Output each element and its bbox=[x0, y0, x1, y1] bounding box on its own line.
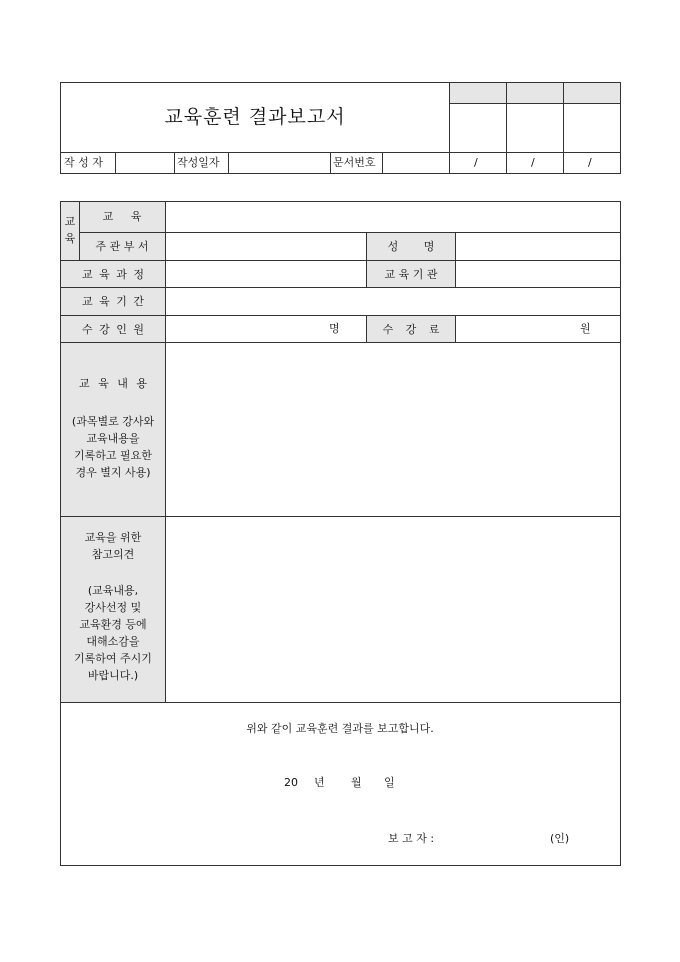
edu-field[interactable] bbox=[170, 205, 616, 229]
content-note-3: 기록하고 필요한 bbox=[74, 449, 152, 462]
opinion-note-2: 강사선정 및 bbox=[84, 601, 142, 614]
opinion-note-4: 대해소감을 bbox=[86, 635, 140, 648]
name-label: 성 명 bbox=[387, 240, 435, 253]
approval-date-1: / bbox=[474, 156, 478, 169]
attendees-field[interactable] bbox=[170, 319, 320, 340]
edu-group-label: 교육 bbox=[64, 215, 76, 245]
content-note-4: 경우 별지 사용) bbox=[75, 466, 151, 479]
docno-label: 문서번호 bbox=[333, 156, 376, 169]
reporter-label: 보 고 자 : bbox=[388, 832, 435, 845]
approval-date-2: / bbox=[531, 156, 535, 169]
month-unit: 월 bbox=[351, 776, 362, 789]
report-statement: 위와 같이 교육훈련 결과를 보고합니다. bbox=[246, 722, 434, 735]
author-field[interactable] bbox=[117, 156, 173, 170]
document-title: 교육훈련 결과보고서 bbox=[164, 106, 346, 128]
year-prefix: 20 bbox=[284, 776, 298, 789]
year-unit: 년 bbox=[314, 776, 325, 789]
opinion-label-1: 교육을 위한 bbox=[84, 531, 142, 544]
period-label: 교 육 기 간 bbox=[82, 295, 144, 308]
fee-unit: 원 bbox=[580, 322, 591, 335]
date-field[interactable] bbox=[230, 156, 328, 170]
fee-label: 수 강 료 bbox=[382, 323, 440, 336]
institution-label: 교 육 기 관 bbox=[384, 268, 438, 281]
content-note-1: (과목별로 강사와 bbox=[71, 415, 155, 428]
content-field[interactable] bbox=[170, 347, 616, 512]
opinion-note-6: 바랍니다.) bbox=[87, 669, 139, 682]
approval-date-3: / bbox=[588, 156, 592, 169]
course-label: 교 육 과 정 bbox=[82, 268, 144, 281]
seal-label: (인) bbox=[550, 832, 570, 845]
content-note-2: 교육내용을 bbox=[86, 432, 140, 445]
dept-field[interactable] bbox=[170, 236, 362, 258]
opinion-label-2: 참고의견 bbox=[91, 548, 135, 561]
course-field[interactable] bbox=[170, 264, 362, 285]
opinion-note-5: 기록하여 주시기 bbox=[74, 652, 152, 665]
fee-field[interactable] bbox=[460, 319, 576, 340]
dept-label: 주 관 부 서 bbox=[95, 240, 149, 253]
content-label: 교 육 내 용 bbox=[79, 377, 147, 390]
edu-sub-label: 교 육 bbox=[102, 210, 142, 223]
institution-field[interactable] bbox=[460, 264, 616, 285]
day-unit: 일 bbox=[384, 776, 395, 789]
docno-field[interactable] bbox=[384, 156, 448, 170]
attendees-label: 수 강 인 원 bbox=[82, 323, 144, 336]
period-field[interactable] bbox=[170, 291, 616, 312]
reporter-field[interactable] bbox=[448, 830, 544, 846]
opinion-note-1: (교육내용, bbox=[87, 584, 139, 597]
name-field[interactable] bbox=[460, 236, 616, 258]
opinion-note-3: 교육환경 등에 bbox=[79, 618, 147, 631]
author-label: 작 성 자 bbox=[64, 156, 103, 169]
attendees-unit: 명 bbox=[329, 322, 340, 335]
date-label: 작성일자 bbox=[177, 156, 220, 169]
opinion-field[interactable] bbox=[170, 521, 616, 698]
